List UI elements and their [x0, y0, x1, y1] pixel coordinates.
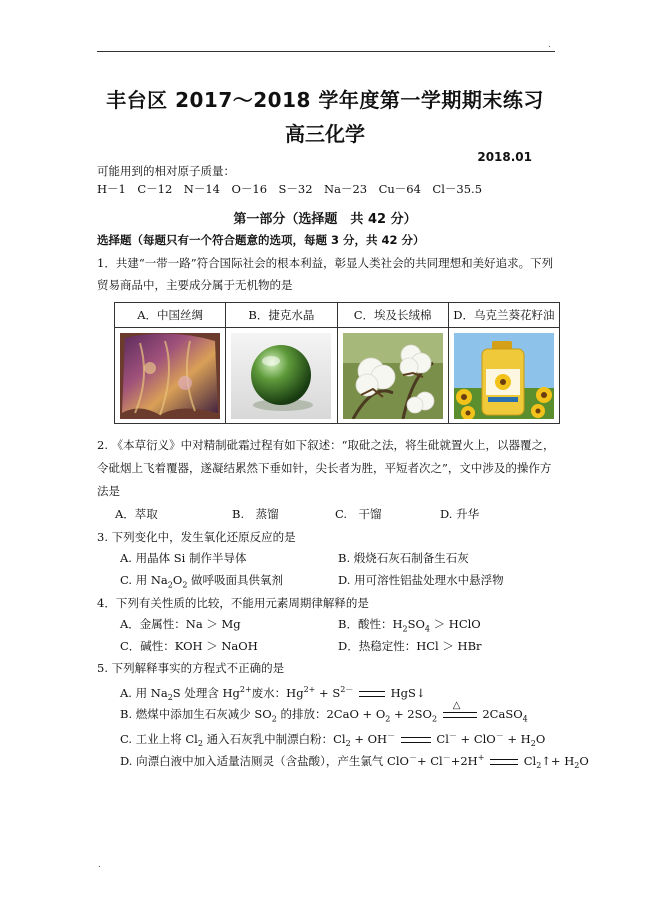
q1-options-table	[114, 302, 560, 424]
q4-option-c: C．碱性：KOH ＞ NaOH	[120, 639, 258, 653]
q2-line2: 令砒烟上飞着覆器，遂凝结累然下垂如针，尖长者为胜，平短者次之”，文中涉及的操作方	[97, 461, 552, 475]
section-instruction: 选择题（每题只有一个符合题意的选项，每题 3 分，共 42 分）	[97, 233, 425, 247]
equals-arrow-icon	[401, 737, 431, 743]
q1-line1: 1．共建“一带一路”符合国际社会的根本利益，彰显人类社会的共同理想和美好追求。下列	[97, 256, 554, 270]
q5-option-b: B. 燃煤中添加生石灰减少 $SO_2$ 的排放：$2CaO + O_2 + 2SO_2$ △ 2CaSO$_4$	[120, 700, 528, 724]
q4-option-a: A．金属性：Na ＞ Mg	[120, 617, 241, 631]
heat-condition-mark: △	[452, 700, 461, 711]
q2-option-b: B. 蒸馏	[232, 507, 279, 521]
q2-line1: 2. 《本草衍义》中对精制砒霜过程有如下叙述：“取砒之法，将生砒就置火上，以器覆之，	[97, 438, 555, 452]
header-rule	[97, 51, 555, 52]
q4-option-b: B．酸性：$H_2SO_4$ ＞ HClO	[338, 617, 481, 634]
q5-stem: 5. 下列解释事实的方程式不正确的是	[97, 661, 285, 675]
q4-option-d: D．热稳定性：HCl ＞ HBr	[338, 639, 482, 653]
q1-option-d: D．乌克兰葵花籽油	[448, 303, 559, 328]
sunflower-oil-image	[454, 333, 554, 419]
q4-stem: 4．下列有关性质的比较，不能用元素周期律解释的是	[97, 596, 369, 610]
q2-option-d: D. 升华	[440, 507, 480, 521]
atomic-mass-values: H－1 C－12 N－14 O－16 S－32 Na－23 Cu－64 Cl－35.5	[97, 182, 483, 196]
heat-equals-arrow-icon	[443, 700, 477, 718]
exam-date: 2018.01	[477, 150, 532, 164]
q1-option-c: C．埃及长绒棉	[337, 303, 448, 328]
q1-option-b: B．捷克水晶	[226, 303, 337, 328]
q1-option-a: A．中国丝绸	[115, 303, 226, 328]
cotton-image	[343, 333, 443, 419]
q2-line3: 法是	[97, 484, 120, 498]
q5-option-c: C. 工业上将 $Cl_2$ 通入石灰乳中制漂白粉：$Cl_2 + OH^-$ $Cl^- + ClO^- + H_2O$	[120, 731, 546, 749]
q3-option-b: B. 煅烧石灰石制备生石灰	[338, 551, 469, 565]
atomic-mass-label: 可能用到的相对原子质量：	[97, 164, 235, 178]
section-title: 第一部分（选择题 共 42 分）	[233, 212, 417, 227]
q3-option-a: A. 用晶体 Si 制作半导体	[120, 551, 247, 565]
q3-stem: 3. 下列变化中，发生氧化还原反应的是	[97, 530, 296, 544]
corner-mark-top: .	[548, 40, 551, 50]
page-subtitle: 高三化学	[285, 122, 365, 146]
q2-option-c: C. 干馏	[335, 507, 382, 521]
silk-image	[120, 333, 220, 419]
crystal-ball-image	[231, 333, 331, 419]
q5-option-d: D. 向漂白液中加入适量洁厕灵（含盐酸），产生氯气 ClO－+ Cl－+2H+ $Cl_2↑+ H_2O$	[120, 753, 589, 771]
q5-option-a: A. 用 $Na_2S$ 处理含 $Hg^{2+}$废水：$Hg^{2+} + S^{2-}$ HgS↓	[120, 685, 426, 703]
q2-option-a: A．萃取	[115, 507, 158, 521]
q1-line2: 贸易商品中，主要成分属于无机物的是	[97, 278, 293, 292]
equals-arrow-icon	[359, 691, 385, 697]
equals-arrow-icon	[490, 759, 518, 765]
q3-option-c: C. 用 $Na_2O_2$ 做呼吸面具供氧剂	[120, 573, 284, 590]
q3-option-d: D. 用可溶性铝盐处理水中悬浮物	[338, 573, 504, 587]
page-title: 丰台区 2017～2018 学年度第一学期期末练习	[106, 88, 544, 112]
corner-mark-bottom: .	[98, 860, 101, 870]
